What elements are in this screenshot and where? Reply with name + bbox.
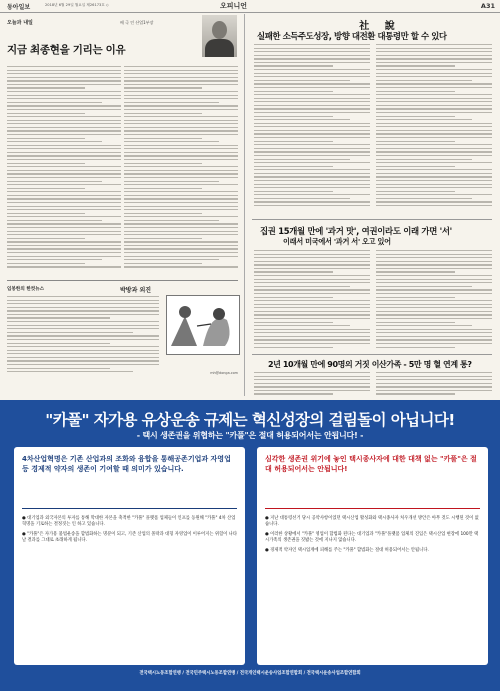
editorial-1-body-right [376,44,492,214]
column-label: 오늘과 내일 [7,20,33,26]
ad-left-bullets [22,516,237,548]
ad-right-bullet: ● 이러한 상황에서 "카풀" 영업이 합법화 된다는 대기업과 "카풀"플랫폼 업체의 진입은 택시산업 현장에 100만 택시가족의 생존권을 짓밟는 것에 지나지 않습니다. [265,531,479,544]
ad-left-box [14,447,245,665]
editorial-divider [252,354,492,355]
cartoon-title: 박방과 외진 [120,287,152,294]
cartoon-text [7,296,159,376]
ad-footer-sponsors: 전국택시노동조합연맹 / 전국민주택시노동조합연맹 / 전국개인택시운송사업조합연합회 / 전국택시운송사업조합연합회 [139,671,361,676]
editorial-2-body-right [376,250,492,350]
ad-left-rule [22,508,237,509]
ad-right-box [257,447,488,665]
column-title: 지금 최종현을 기리는 이유 [7,44,126,56]
ad-right-bullet: ● 경제적 약자인 택시업계에 피해를 주는 "카풀" 합법화는 절대 허용되어서는 안됩니다. [265,547,429,553]
editorial-1-body-left [254,44,370,214]
editorial-title-2: 집권 15개월 만에 '과거 맛', 여권이라도 이래 가면 '서' [260,226,452,236]
issue-info: 2018년 6월 29일 월요일 제26173호 ◇ [45,3,109,7]
column-author: 배 극 인 산업1부장 [120,20,154,25]
ad-subheadline: - 택시 생존권을 위협하는 "카풀"은 절대 허용되어서는 안됩니다! - [136,431,364,440]
author-photo [202,15,237,57]
editorial-3-body-left [254,372,370,396]
column-body-right [124,66,238,276]
editorial-title-3: 2년 10개월 만에 90명의 거짓 이산가족 - 5만 명 혈 연계 통? [268,360,472,369]
section-name: 오피니언 [220,2,248,10]
editorial-divider [252,219,492,220]
cartoon-caption: mh@donga.com [210,371,238,375]
ad-left-bullet: ● "카풀"은 자가용 불법운송을 합법화하는 명분이 되고, 기존 산업의 몰락과 대형 자영업이 이루어지는 위험이 나타날 결과를 그대로 초래하게 됩니다. [22,531,237,544]
ad-headline: "카풀" 자가용 유상운송 규제는 혁신성장의 걸림돌이 아닙니다! [45,411,455,429]
ad-right-bullets [265,516,480,557]
cartoon-illustration [166,295,240,355]
ad-left-bullet: ● 대기업과 외국자본의 투자를 통해 막대한 자본을 축적한 "카풀" 플랫폼 업체들이 인프를 동원해 "카풀" 4차 산업혁명을 기로하는 결정짓는 인 하고 있습니다. [22,516,236,528]
column-divider [244,14,245,396]
editorial-subtitle-2: 이래서 미국에서 '과거 서' 오고 있어 [283,237,391,246]
column-body-left [7,66,121,276]
page-number: A31 [480,1,495,10]
ad-left-heading: 4차산업혁명은 기존 산업과의 조화와 융합을 통해공존기업과 자영업 등 경제적 약자의 생존이 기여할 때 의미가 있습니다. [22,455,231,473]
editorial-2-body-left [254,250,370,350]
ad-right-heading: 심각한 생존권 위기에 놓인 택시종사자에 대한 대책 없는 "카풀"은 절대 허용되어서는 안됩니다! [265,455,477,473]
editorial-3-body-right [376,372,492,396]
section-rule [7,280,238,281]
ad-right-bullet: ● 지난 대통령선거 당시 공약사항이었던 택시산업 활성화와 택시종사자 처우개선 방안은 아무 것도 시행된 것이 없습니다. [265,516,479,528]
cartoon-label: 임봉한의 한컷뉴스 [7,287,45,292]
editorial-header: 社 說 [359,21,401,32]
ad-right-rule [265,508,480,509]
newspaper-name: 동아일보 [7,4,31,11]
editorial-title-1: 실패한 소득주도성장, 방향 대전환 대통령만 할 수 있다 [257,31,447,41]
